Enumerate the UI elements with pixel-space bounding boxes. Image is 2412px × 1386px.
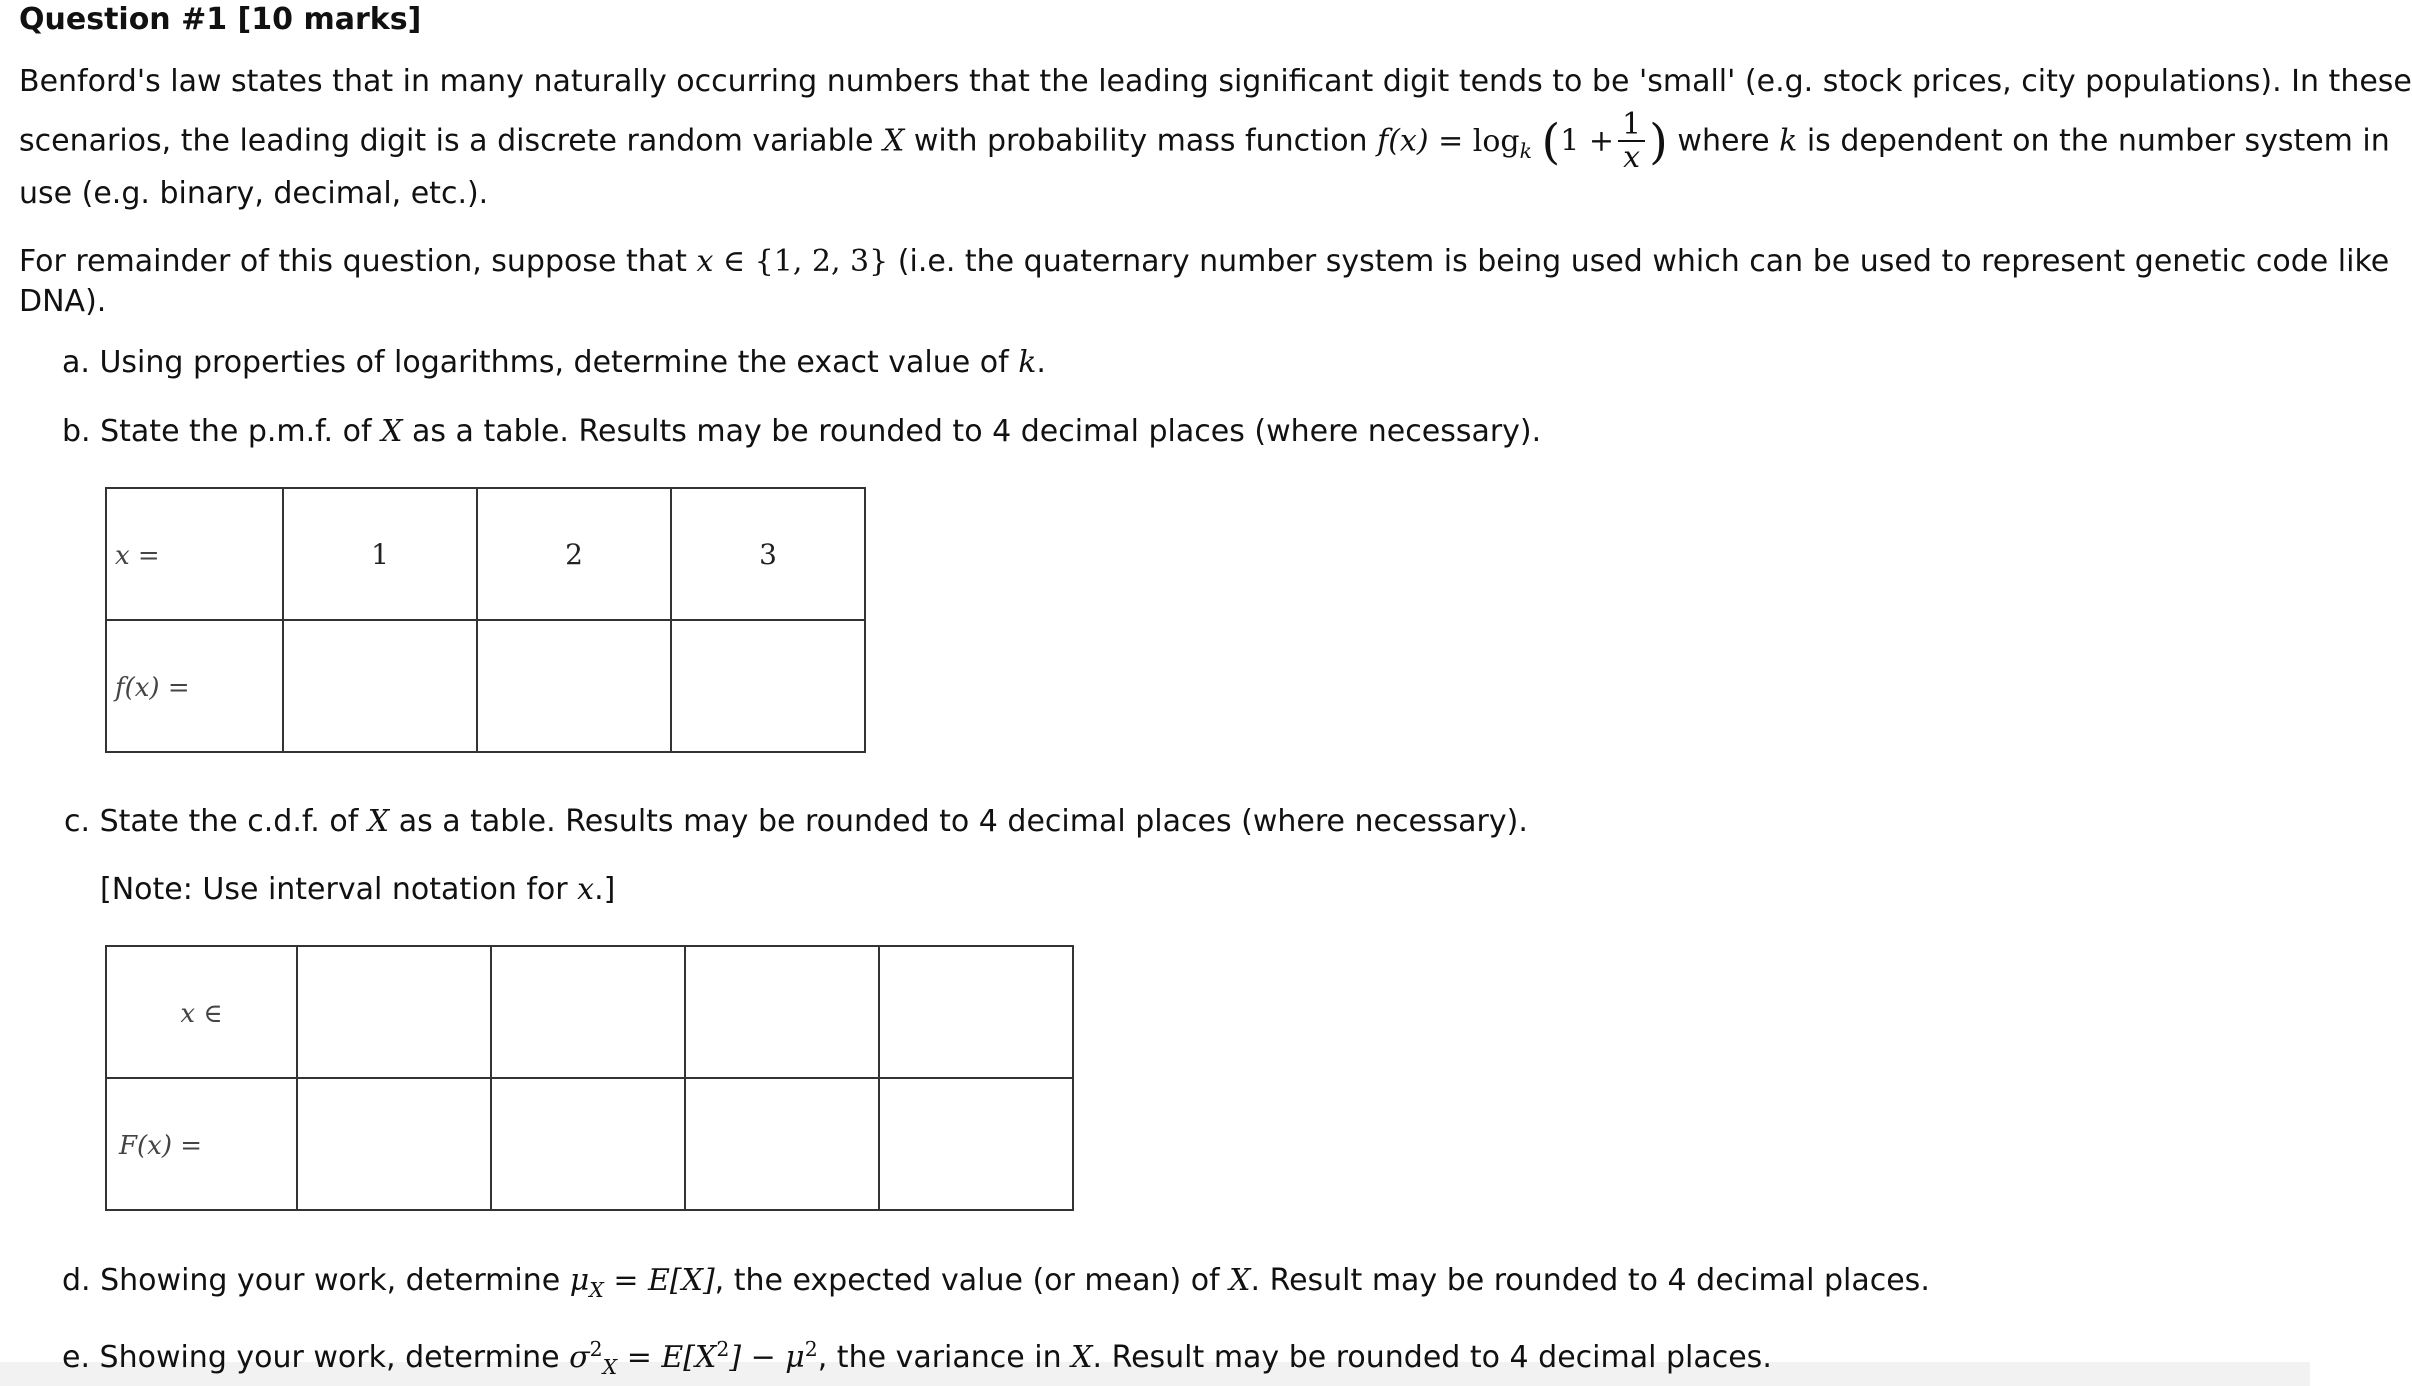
cdf-interval-cell[interactable] [879,946,1073,1078]
intro-line-1: Benford's law states that in many naturally occurring numbers that the leading significant digit tends to be 'small' (e.g. stock prices, city populations). In these [19,64,2412,99]
part-a: a. Using properties of logarithms, determine the exact value of k. [62,345,1046,380]
cdf-interval-cell[interactable] [685,946,879,1078]
intro-line-2: scenarios, the leading digit is a discrete random variable X with probability mass function $f(x) = \log_k (1$ + $\frac{1}{x}$ ) where k is dependent on the number system in [19,107,2390,175]
question-title: Question #1 [10 marks] [19,2,422,37]
cdf-row-fx [106,1078,1073,1210]
part-d: d. Showing your work, determine $\mu_X = E[X]$, the expected value (or mean) of X. Result may be rounded to 4 decimal places. [62,1263,1930,1302]
cdf-answer-cell[interactable] [685,1078,879,1210]
cdf-interval-cell[interactable] [491,946,685,1078]
cdf-row-x [106,946,1073,1078]
remainder-line-2: DNA). [19,284,107,319]
pmf-x-label: x = [106,488,283,620]
cdf-interval-cell[interactable] [297,946,491,1078]
cdf-answer-cell[interactable] [297,1078,491,1210]
cdf-table [105,945,1074,1211]
cdf-fx-label: F(x) = [106,1078,297,1210]
remainder-line-1: For remainder of this question, suppose that x ∈ {1, 2, 3} (i.e. the quaternary number system is being used which can be used to represent genetic code like [19,244,2390,279]
cdf-answer-cell[interactable] [491,1078,685,1210]
log-base: $\log_k$ [1472,123,1532,163]
pmf-answer-cell[interactable] [477,620,671,752]
cdf-x-label: x ∈ [106,946,297,1078]
part-e: e. Showing your work, determine $\sigma^2_X = E[X^2] - \mu^2$, the variance in X. Result may be rounded to 4 decimal places. [62,1337,1772,1379]
pmf-x-value: 1 [283,488,477,620]
intro-line-3: use (e.g. binary, decimal, etc.). [19,176,489,211]
part-c-note: [Note: Use interval notation for x.] [100,872,616,907]
fraction: $\frac{1}{x}$ [1618,110,1645,174]
pmf-x-value: 3 [671,488,865,620]
pmf-x-value: 2 [477,488,671,620]
pmf-answer-cell[interactable] [671,620,865,752]
pmf-table [105,487,866,753]
part-b: b. State the p.m.f. of X as a table. Results may be rounded to 4 decimal places (where necessary). [62,414,1542,449]
pmf-row-fx [106,620,865,752]
pmf-row-x [106,488,865,620]
cdf-answer-cell[interactable] [879,1078,1073,1210]
part-c: c. State the c.d.f. of X as a table. Results may be rounded to 4 decimal places (where necessary). [64,804,1528,839]
pmf-answer-cell[interactable] [283,620,477,752]
f-of-x: f(x) [1377,123,1429,159]
pmf-fx-label: f(x) = [106,620,283,752]
